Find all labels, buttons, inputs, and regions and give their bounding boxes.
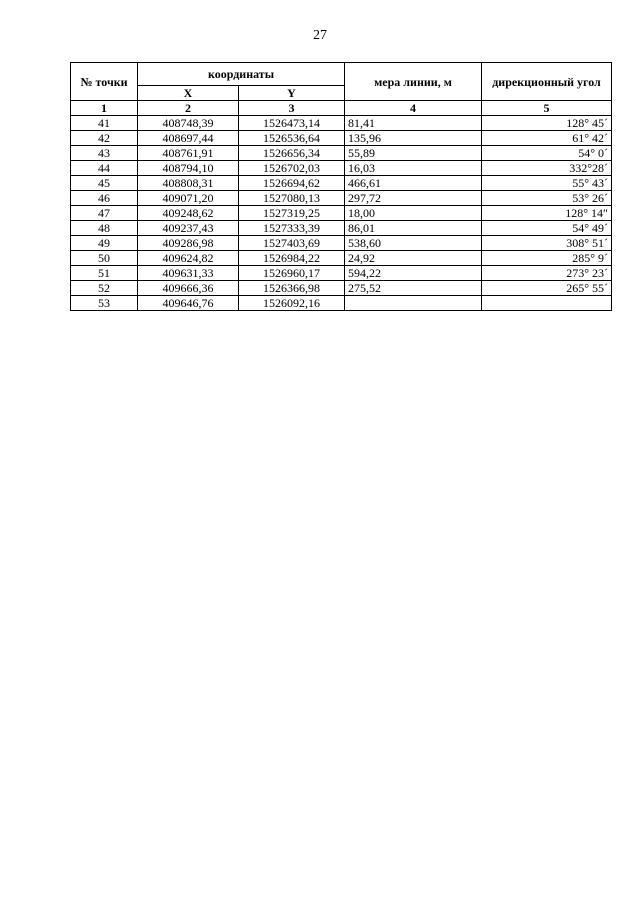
y-cell: 1526984,22 bbox=[239, 251, 345, 266]
x-cell: 408808,31 bbox=[138, 176, 239, 191]
angle-cell: 332°28´ bbox=[482, 161, 612, 176]
x-cell: 409666,36 bbox=[138, 281, 239, 296]
y-cell: 1527319,25 bbox=[239, 206, 345, 221]
angle-cell: 128° 14″ bbox=[482, 206, 612, 221]
table-row bbox=[71, 191, 612, 206]
table-row bbox=[71, 116, 612, 131]
header-line-length: мера линии, м bbox=[345, 63, 482, 101]
point-cell: 51 bbox=[71, 266, 138, 281]
y-cell: 1526702,03 bbox=[239, 161, 345, 176]
header-point-number: № точки bbox=[71, 63, 138, 101]
x-cell: 409248,62 bbox=[138, 206, 239, 221]
angle-cell: 55° 43´ bbox=[482, 176, 612, 191]
y-cell: 1526536,64 bbox=[239, 131, 345, 146]
length-cell: 16,03 bbox=[345, 161, 482, 176]
angle-cell bbox=[482, 296, 612, 311]
column-number: 2 bbox=[138, 101, 239, 116]
x-cell: 408748,39 bbox=[138, 116, 239, 131]
coordinates-table bbox=[70, 62, 612, 311]
length-cell: 297,72 bbox=[345, 191, 482, 206]
y-cell: 1527333,39 bbox=[239, 221, 345, 236]
table-row bbox=[71, 296, 612, 311]
x-cell: 408794,10 bbox=[138, 161, 239, 176]
header-coordinates: координаты bbox=[138, 63, 345, 86]
table-row bbox=[71, 266, 612, 281]
page-number: 27 bbox=[313, 28, 327, 43]
point-cell: 47 bbox=[71, 206, 138, 221]
header-direction-angle: дирекционный угол bbox=[482, 63, 612, 101]
y-cell: 1526366,98 bbox=[239, 281, 345, 296]
point-cell: 52 bbox=[71, 281, 138, 296]
point-cell: 45 bbox=[71, 176, 138, 191]
x-cell: 409631,33 bbox=[138, 266, 239, 281]
table-row bbox=[71, 251, 612, 266]
header-y: Y bbox=[239, 86, 345, 101]
table-row bbox=[71, 131, 612, 146]
column-number: 3 bbox=[239, 101, 345, 116]
column-number: 4 bbox=[345, 101, 482, 116]
length-cell bbox=[345, 296, 482, 311]
table-row bbox=[71, 161, 612, 176]
table-row bbox=[71, 176, 612, 191]
header-x: X bbox=[138, 86, 239, 101]
y-cell: 1526092,16 bbox=[239, 296, 345, 311]
x-cell: 409237,43 bbox=[138, 221, 239, 236]
x-cell: 409071,20 bbox=[138, 191, 239, 206]
point-cell: 49 bbox=[71, 236, 138, 251]
table-row bbox=[71, 221, 612, 236]
x-cell: 409286,98 bbox=[138, 236, 239, 251]
length-cell: 275,52 bbox=[345, 281, 482, 296]
angle-cell: 61° 42´ bbox=[482, 131, 612, 146]
length-cell: 55,89 bbox=[345, 146, 482, 161]
table-row bbox=[71, 146, 612, 161]
table-row bbox=[71, 206, 612, 221]
column-number: 5 bbox=[482, 101, 612, 116]
angle-cell: 308° 51´ bbox=[482, 236, 612, 251]
angle-cell: 273° 23´ bbox=[482, 266, 612, 281]
point-cell: 42 bbox=[71, 131, 138, 146]
length-cell: 86,01 bbox=[345, 221, 482, 236]
x-cell: 409624,82 bbox=[138, 251, 239, 266]
angle-cell: 54° 0´ bbox=[482, 146, 612, 161]
point-cell: 44 bbox=[71, 161, 138, 176]
column-number: 1 bbox=[71, 101, 138, 116]
table-row bbox=[71, 236, 612, 251]
length-cell: 24,92 bbox=[345, 251, 482, 266]
angle-cell: 285° 9´ bbox=[482, 251, 612, 266]
length-cell: 18,00 bbox=[345, 206, 482, 221]
x-cell: 409646,76 bbox=[138, 296, 239, 311]
y-cell: 1527080,13 bbox=[239, 191, 345, 206]
angle-cell: 128° 45´ bbox=[482, 116, 612, 131]
point-cell: 43 bbox=[71, 146, 138, 161]
angle-cell: 53° 26´ bbox=[482, 191, 612, 206]
angle-cell: 54° 49´ bbox=[482, 221, 612, 236]
length-cell: 81,41 bbox=[345, 116, 482, 131]
point-cell: 50 bbox=[71, 251, 138, 266]
y-cell: 1526694,62 bbox=[239, 176, 345, 191]
length-cell: 135,96 bbox=[345, 131, 482, 146]
x-cell: 408761,91 bbox=[138, 146, 239, 161]
y-cell: 1526473,14 bbox=[239, 116, 345, 131]
point-cell: 46 bbox=[71, 191, 138, 206]
length-cell: 538,60 bbox=[345, 236, 482, 251]
y-cell: 1526960,17 bbox=[239, 266, 345, 281]
point-cell: 53 bbox=[71, 296, 138, 311]
angle-cell: 265° 55´ bbox=[482, 281, 612, 296]
y-cell: 1526656,34 bbox=[239, 146, 345, 161]
point-cell: 41 bbox=[71, 116, 138, 131]
length-cell: 594,22 bbox=[345, 266, 482, 281]
length-cell: 466,61 bbox=[345, 176, 482, 191]
y-cell: 1527403,69 bbox=[239, 236, 345, 251]
x-cell: 408697,44 bbox=[138, 131, 239, 146]
point-cell: 48 bbox=[71, 221, 138, 236]
table-row bbox=[71, 281, 612, 296]
